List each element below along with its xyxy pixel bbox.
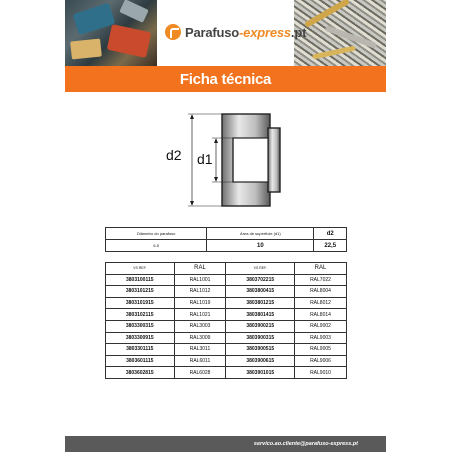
ref-cell: 3803101215 <box>106 286 175 298</box>
ref-cell: 3803801415 <box>226 309 295 321</box>
ral-cell: RAL1001 <box>174 274 226 286</box>
spec-values-row <box>106 240 347 252</box>
ral-cell: RAL8004 <box>295 286 347 298</box>
codes-header-cell: RAL <box>174 263 226 275</box>
ref-cell: 3803900615 <box>226 355 295 367</box>
ral-cell: RAL6011 <box>174 355 226 367</box>
table-row <box>106 332 347 344</box>
ral-cell: RAL3011 <box>174 344 226 356</box>
ral-cell: RAL6028 <box>174 367 226 379</box>
ref-cell: 3803800415 <box>226 286 295 298</box>
ral-cell: RAL9010 <box>295 367 347 379</box>
ref-cell: 3803601115 <box>106 355 175 367</box>
codes-header-row <box>106 263 347 275</box>
ral-cell: RAL3003 <box>174 320 226 332</box>
spec-value-cell: 22,5 <box>314 240 347 252</box>
table-row <box>106 297 347 309</box>
codes-header-cell: VS REF. <box>226 263 295 275</box>
ral-cell: RAL1012 <box>174 286 226 298</box>
ref-cell: 3803100115 <box>106 274 175 286</box>
spec-table <box>105 227 347 252</box>
table-row <box>106 274 347 286</box>
spec-value-cell: 10 <box>207 240 314 252</box>
ref-cell: 3803101915 <box>106 297 175 309</box>
ref-cell: 3803900215 <box>226 320 295 332</box>
spec-header-row <box>106 228 347 240</box>
cap-profile <box>222 114 280 206</box>
title-banner <box>65 66 386 92</box>
ref-cell: 3803900315 <box>226 332 295 344</box>
table-row <box>106 320 347 332</box>
tools-photo <box>65 0 157 66</box>
codes-header-cell: VS REF. <box>106 263 175 275</box>
ral-cell: RAL7022 <box>295 274 347 286</box>
logo-text: Parafuso-express.pt <box>185 24 307 40</box>
contact-email-link[interactable]: servico.ao.cliente@parafuso-express.pt <box>253 441 358 447</box>
d1-label: d1 <box>197 151 213 167</box>
d2-label: d2 <box>166 147 182 163</box>
spec-header-cell: d2 <box>314 228 347 240</box>
ral-cell: RAL1021 <box>174 309 226 321</box>
spec-header-cell: Área de superfície (d1) <box>207 228 314 240</box>
ral-cell: RAL3009 <box>174 332 226 344</box>
ral-cell: RAL9005 <box>295 344 347 356</box>
ref-cell: 3803901015 <box>226 367 295 379</box>
ref-cell: 3803102115 <box>106 309 175 321</box>
ref-cell: 3803301115 <box>106 344 175 356</box>
ral-cell: RAL9002 <box>295 320 347 332</box>
codes-header-cell: RAL <box>295 263 347 275</box>
footer-bar <box>65 436 386 452</box>
ref-cell: 3803900515 <box>226 344 295 356</box>
ref-cell: 3803702215 <box>226 274 295 286</box>
ref-cell: 3803801215 <box>226 297 295 309</box>
ref-cell: 3803300315 <box>106 320 175 332</box>
spec-value-cell: 6.5 <box>106 240 207 252</box>
ral-cell: RAL9003 <box>295 332 347 344</box>
ral-cell: RAL1019 <box>174 297 226 309</box>
ral-cell: RAL9006 <box>295 355 347 367</box>
screws-photo <box>294 0 386 66</box>
header <box>65 0 386 92</box>
table-row <box>106 309 347 321</box>
ref-cell: 3803300915 <box>106 332 175 344</box>
ral-cell: RAL8014 <box>295 309 347 321</box>
brand-logo <box>165 22 306 42</box>
ral-cell: RAL8012 <box>295 297 347 309</box>
table-row <box>106 355 347 367</box>
page-title: Ficha técnica <box>179 70 272 88</box>
technical-drawing <box>160 108 292 212</box>
codes-table <box>105 262 347 379</box>
ref-cell: 3803602815 <box>106 367 175 379</box>
logo-icon <box>165 24 181 40</box>
table-row <box>106 344 347 356</box>
spec-header-cell: Diâmetro do parafuso <box>106 228 207 240</box>
table-row <box>106 367 347 379</box>
table-row <box>106 286 347 298</box>
